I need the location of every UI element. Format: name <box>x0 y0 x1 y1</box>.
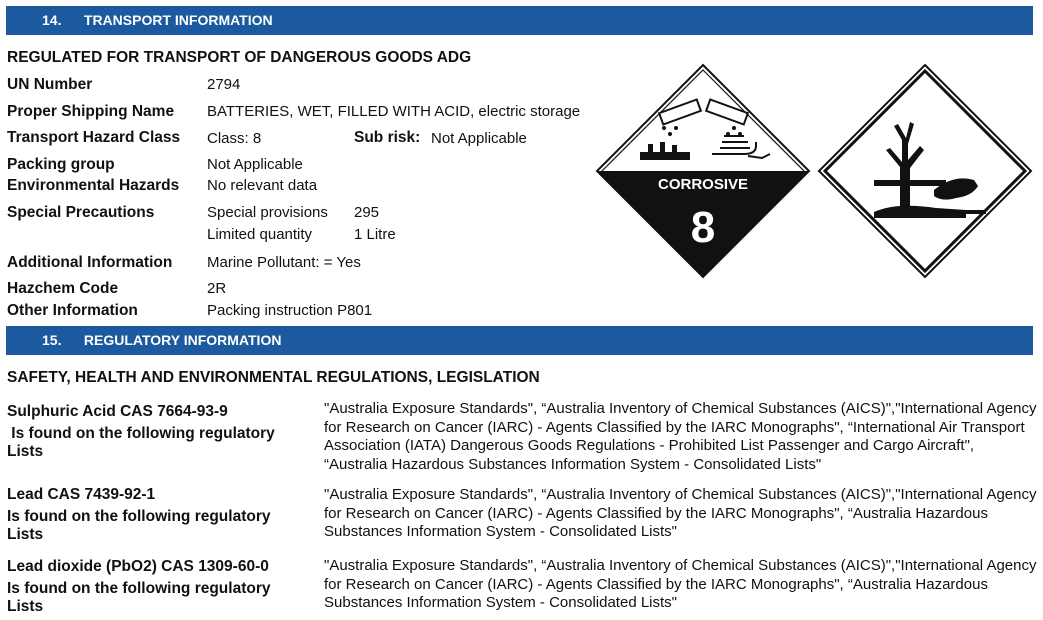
special-provisions-label: Special provisions <box>207 204 328 221</box>
env-hazards-value: No relevant data <box>207 177 318 194</box>
regulatory-found-text: Is found on the following regulatory <box>7 508 271 525</box>
additional-info-value: Marine Pollutant: = Yes <box>207 254 361 271</box>
regulations-subheading: SAFETY, HEALTH AND ENVIRONMENTAL REGULATIONS, LEGISLATION <box>7 369 540 386</box>
regulatory-lists-word: Lists <box>7 526 44 543</box>
un-number-label: UN Number <box>7 76 93 93</box>
subrisk-value: Not Applicable <box>431 130 527 147</box>
env-hazards-label: Environmental Hazards <box>7 177 180 194</box>
substance-name: Sulphuric Acid CAS 7664-93-9 <box>7 403 228 420</box>
class-number: 8 <box>690 203 716 252</box>
transport-subheading: REGULATED FOR TRANSPORT OF DANGEROUS GOODS ADG <box>7 49 472 66</box>
special-precautions-label: Special Precautions <box>7 204 155 221</box>
substance-name: Lead CAS 7439-92-1 <box>7 486 156 503</box>
section-14-header <box>6 6 1033 35</box>
hazard-class-label: Transport Hazard Class <box>7 129 181 146</box>
limited-quantity-value: 1 Litre <box>354 226 396 243</box>
corrosive-pictogram-icon <box>594 62 812 280</box>
special-provisions-value: 295 <box>354 204 380 221</box>
substance-name: Lead dioxide (PbO2) CAS 1309-60-0 <box>7 558 269 575</box>
environment-hazard-pictogram-icon <box>816 62 1034 280</box>
regulatory-lists-text: "Australia Exposure Standards", “Australia Inventory of Chemical Substances (AICS)","International Agency for Research on Cancer (IARC) - Agents Classified by the IARC Monographs", “Australia Hazardous Substances Information System - Consolidated Lists" <box>324 557 1037 611</box>
regulatory-lists-text: "Australia Exposure Standards", “Australia Inventory of Chemical Substances (AICS)","International Agency for Research on Cancer (IARC) - Agents Classified by the IARC Monographs", “International Air Transport Association (IATA) Dangerous Goods Regulations - Prohibited List Passenger and Cargo Aircraft", “Australia Hazardous Substances Information System - Consolidated Lists" <box>324 400 1037 473</box>
substance-label <box>7 486 271 544</box>
section-15-header <box>6 326 1033 355</box>
corrosive-label: CORROSIVE <box>657 176 749 193</box>
regulatory-lists-text: "Australia Exposure Standards", “Australia Inventory of Chemical Substances (AICS)","International Agency for Research on Cancer (IARC) - Agents Classified by the IARC Monographs", “Australia Hazardous Substances Information System - Consolidated Lists" <box>324 486 1037 540</box>
section-number: 14. <box>42 12 62 28</box>
other-info-label: Other Information <box>7 302 138 319</box>
other-info-value: Packing instruction P801 <box>207 302 373 319</box>
limited-quantity-label: Limited quantity <box>207 226 313 243</box>
hazchem-label: Hazchem Code <box>7 280 119 297</box>
regulatory-lists-word: Lists <box>7 443 44 460</box>
section-title: TRANSPORT INFORMATION <box>83 12 273 28</box>
additional-info-label: Additional Information <box>7 254 173 271</box>
packing-group-value: Not Applicable <box>207 156 303 173</box>
hazard-class-value: Class: 8 <box>207 130 262 147</box>
hazchem-value: 2R <box>207 280 227 297</box>
regulatory-lists-word: Lists <box>7 598 44 615</box>
substance-label <box>7 403 275 461</box>
shipping-name-value: BATTERIES, WET, FILLED WITH ACID, electric storage <box>207 103 581 120</box>
shipping-name-label: Proper Shipping Name <box>7 103 175 120</box>
subrisk-label: Sub risk: <box>354 129 421 146</box>
regulatory-found-text: Is found on the following regulatory <box>7 580 271 597</box>
substance-label <box>7 558 271 616</box>
section-number: 15. <box>42 332 62 348</box>
regulatory-found-text: Is found on the following regulatory <box>7 425 275 442</box>
section-title: REGULATORY INFORMATION <box>83 332 282 348</box>
un-number-value: 2794 <box>207 76 241 93</box>
packing-group-label: Packing group <box>7 156 115 173</box>
